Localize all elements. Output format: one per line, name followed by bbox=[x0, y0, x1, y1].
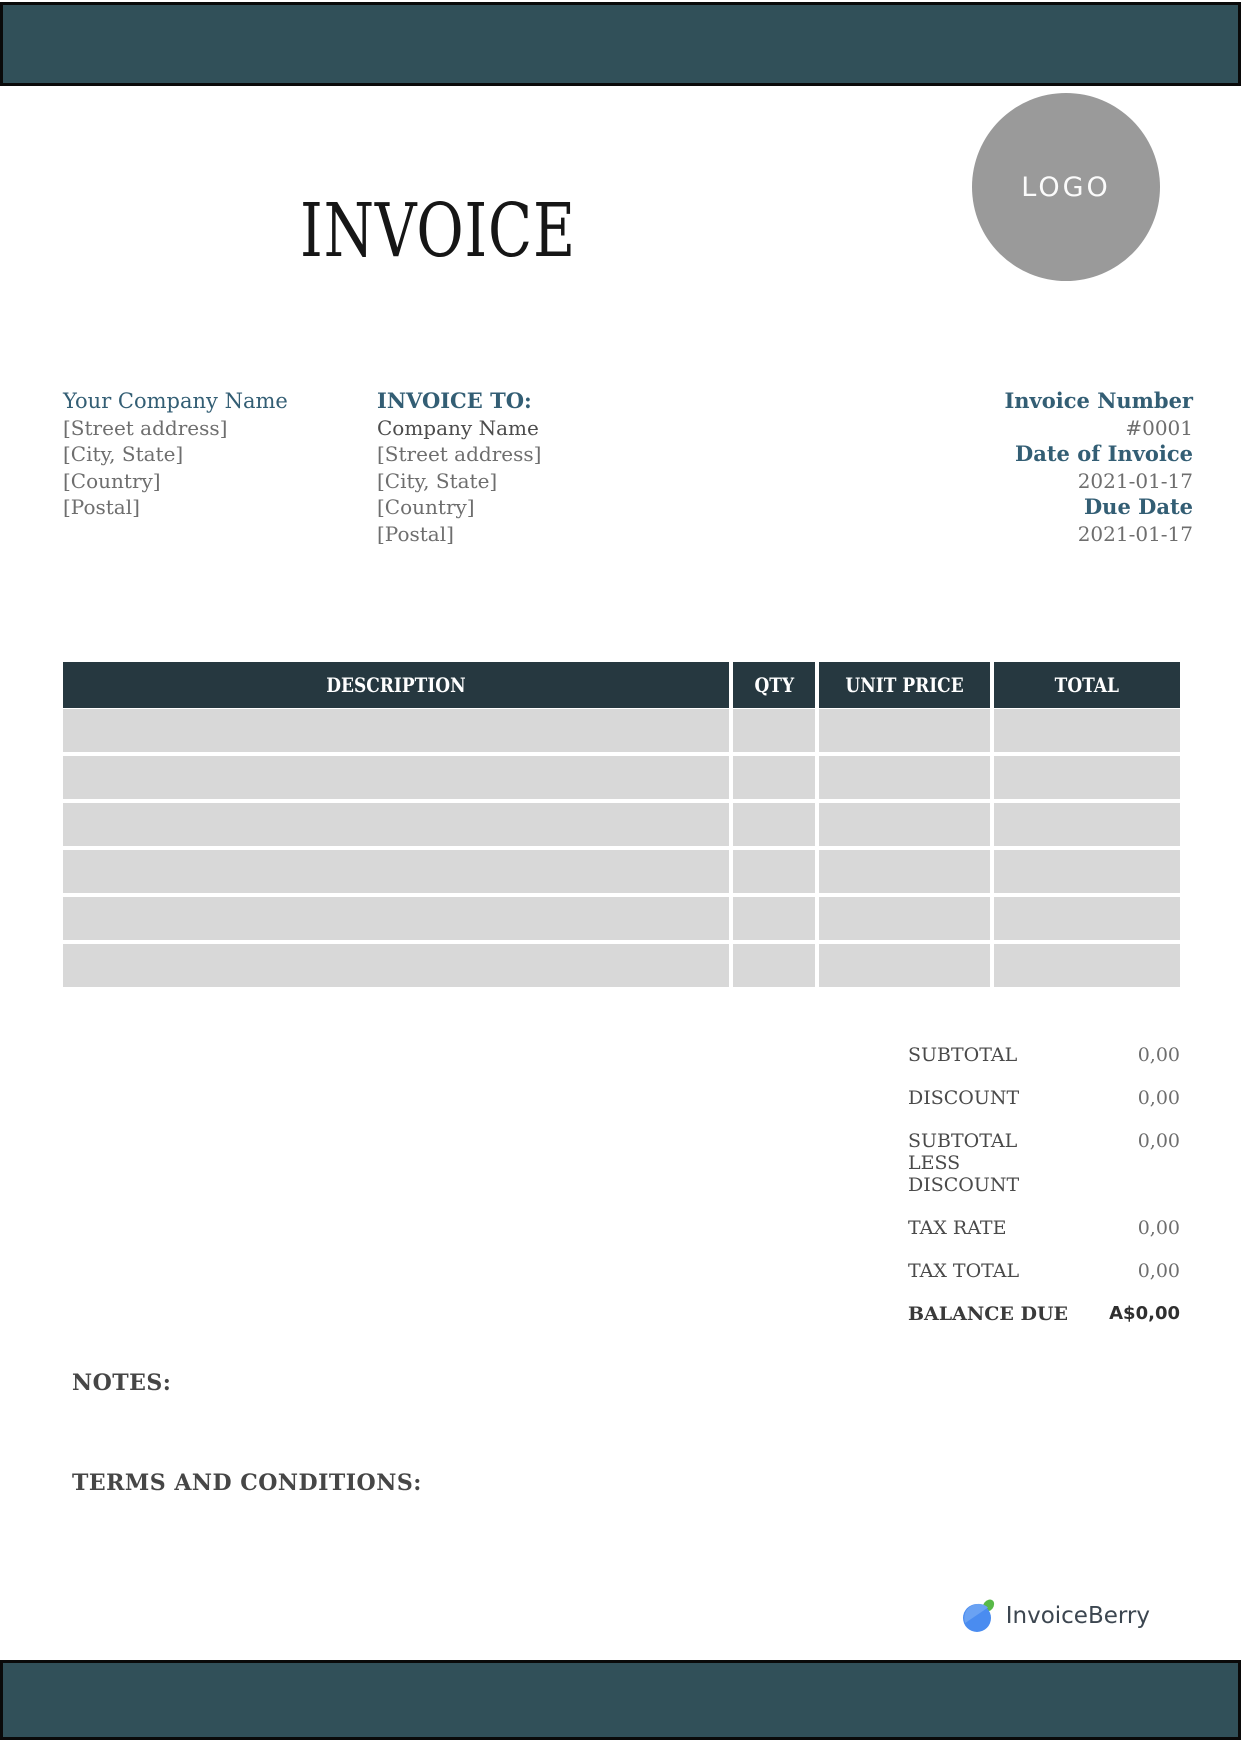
table-cell bbox=[733, 709, 815, 752]
table-cell bbox=[63, 709, 729, 752]
logo-placeholder-label: LOGO bbox=[1021, 171, 1111, 203]
tax-rate-row bbox=[908, 1217, 1180, 1239]
company-street: [Street address] bbox=[63, 415, 228, 440]
client-country: [Country] bbox=[377, 495, 475, 519]
invoice-meta-block bbox=[1004, 388, 1193, 547]
table-cell bbox=[63, 850, 729, 893]
table-cell bbox=[63, 944, 729, 987]
invoice-to-heading: INVOICE TO: bbox=[377, 388, 532, 413]
table-cell bbox=[819, 756, 990, 799]
table-cell bbox=[733, 850, 815, 893]
table-cell bbox=[819, 803, 990, 846]
tax-rate-label: TAX RATE bbox=[908, 1217, 1007, 1239]
client-street: [Street address] bbox=[377, 442, 542, 466]
balance-due-value: A$0,00 bbox=[1109, 1303, 1180, 1324]
totals-summary bbox=[908, 1044, 1180, 1346]
company-country: [Country] bbox=[63, 468, 161, 493]
subtotal-row bbox=[908, 1044, 1180, 1066]
top-bar bbox=[0, 2, 1241, 86]
table-cell bbox=[733, 897, 815, 940]
invoice-number-value: #0001 bbox=[1125, 415, 1193, 440]
table-cell bbox=[63, 897, 729, 940]
table-cell bbox=[994, 897, 1180, 940]
table-cell bbox=[994, 944, 1180, 987]
client-postal: [Postal] bbox=[377, 521, 454, 546]
table-cell bbox=[819, 944, 990, 987]
invoiceberry-brand bbox=[961, 1598, 1150, 1634]
due-date-label: Due Date bbox=[1083, 494, 1193, 519]
column-header-qty: QTY bbox=[733, 662, 815, 708]
tax-total-value: 0,00 bbox=[1137, 1260, 1180, 1282]
invoice-number-label: Invoice Number bbox=[1004, 388, 1193, 413]
invoice-date-value: 2021-01-17 bbox=[1077, 468, 1193, 493]
notes-heading: NOTES: bbox=[72, 1370, 172, 1396]
tax-rate-value: 0,00 bbox=[1137, 1217, 1180, 1239]
subtotal-less-discount-row bbox=[908, 1130, 1180, 1196]
balance-due-row bbox=[908, 1303, 1180, 1325]
client-name: Company Name bbox=[377, 415, 539, 440]
invoiceberry-brand-name: InvoiceBerry bbox=[1005, 1603, 1150, 1629]
table-cell bbox=[63, 756, 729, 799]
table-cell bbox=[819, 850, 990, 893]
client-city: [City, State] bbox=[377, 468, 498, 493]
page-title: INVOICE bbox=[300, 188, 576, 274]
column-header-description: DESCRIPTION bbox=[63, 662, 729, 708]
company-city: [City, State] bbox=[63, 442, 184, 466]
table-cell bbox=[733, 803, 815, 846]
discount-value: 0,00 bbox=[1137, 1087, 1180, 1109]
table-cell bbox=[994, 756, 1180, 799]
company-from-block bbox=[63, 388, 377, 547]
due-date-value: 2021-01-17 bbox=[1077, 521, 1193, 546]
invoice-date-label: Date of Invoice bbox=[1015, 441, 1193, 466]
subtotal-less-discount-label: SUBTOTAL LESS DISCOUNT bbox=[908, 1130, 1020, 1196]
subtotal-value: 0,00 bbox=[1137, 1044, 1180, 1066]
company-postal: [Postal] bbox=[63, 495, 140, 519]
table-cell bbox=[994, 709, 1180, 752]
table-cell bbox=[63, 803, 729, 846]
company-name: Your Company Name bbox=[63, 389, 288, 413]
discount-row bbox=[908, 1087, 1180, 1109]
table-cell bbox=[994, 803, 1180, 846]
invoice-info-section bbox=[63, 388, 1193, 547]
subtotal-less-discount-value: 0,00 bbox=[1137, 1130, 1180, 1152]
column-header-total: TOTAL bbox=[994, 662, 1180, 708]
table-cell bbox=[733, 944, 815, 987]
terms-heading: TERMS AND CONDITIONS: bbox=[72, 1470, 422, 1496]
line-items-table bbox=[63, 662, 1180, 987]
balance-due-label: BALANCE DUE bbox=[908, 1303, 1069, 1325]
column-header-unit-price: UNIT PRICE bbox=[819, 662, 990, 708]
footer-bar bbox=[0, 1660, 1241, 1740]
invoiceberry-berry-icon bbox=[961, 1598, 997, 1634]
tax-total-label: TAX TOTAL bbox=[908, 1260, 1020, 1282]
subtotal-label: SUBTOTAL bbox=[908, 1044, 1018, 1066]
invoice-to-block bbox=[377, 388, 687, 547]
table-cell bbox=[819, 709, 990, 752]
table-cell bbox=[733, 756, 815, 799]
discount-label: DISCOUNT bbox=[908, 1087, 1020, 1109]
logo-placeholder bbox=[972, 93, 1160, 281]
table-cell bbox=[994, 850, 1180, 893]
table-cell bbox=[819, 897, 990, 940]
tax-total-row bbox=[908, 1260, 1180, 1282]
